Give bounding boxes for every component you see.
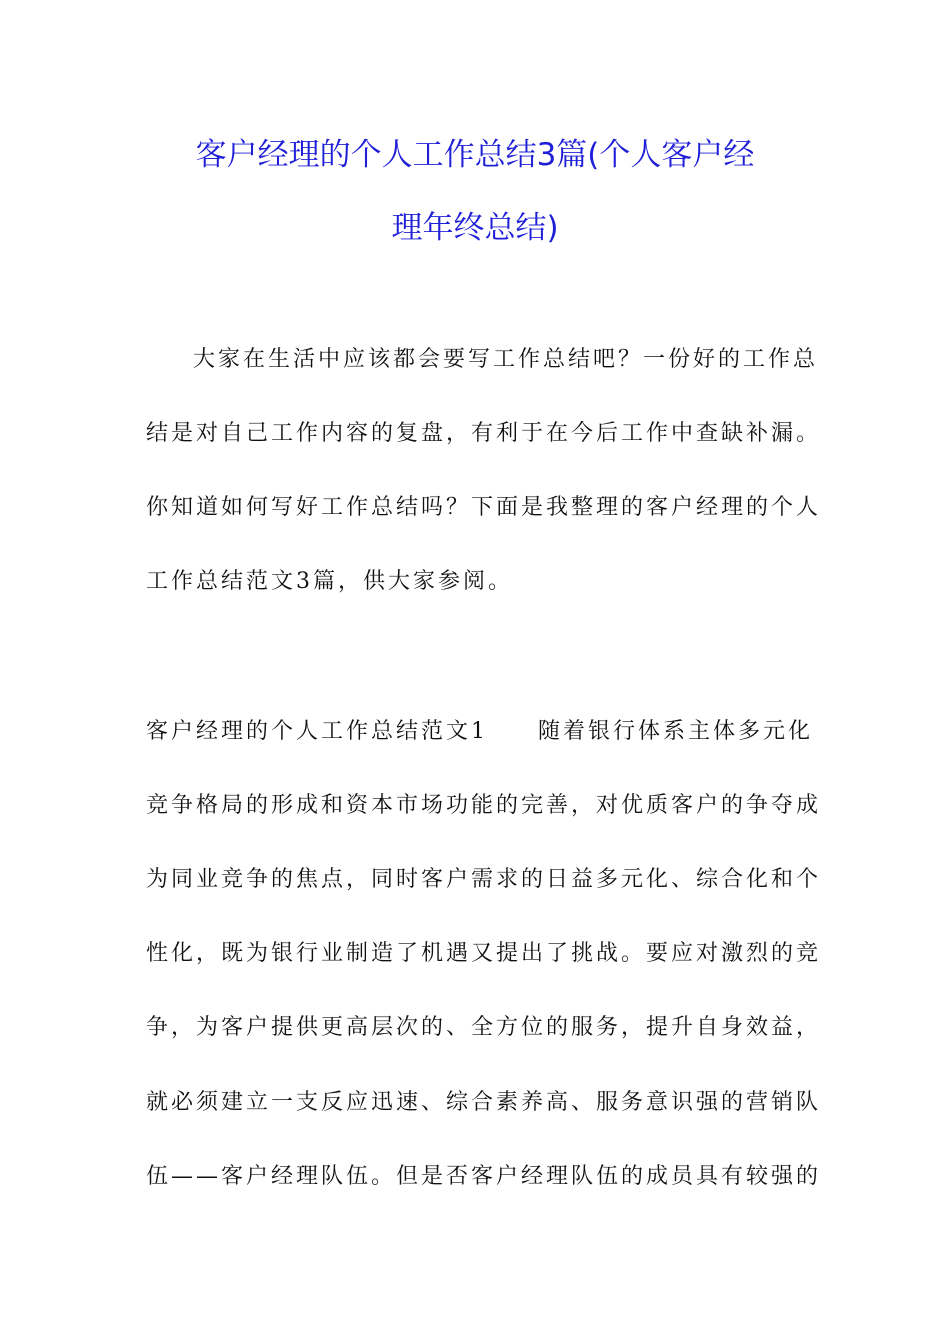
section1-line-1: 客户经理的个人工作总结范文1 随着银行体系主体多元化 <box>146 719 813 744</box>
section1-line-4: 性化，既为银行业制造了机遇又提出了挑战。要应对激烈的竞 <box>146 941 822 966</box>
section1-line-6: 就必须建立一支反应迅速、综合素养高、服务意识强的营销队 <box>146 1090 822 1115</box>
section1-line-2: 竞争格局的形成和资本市场功能的完善，对优质客户的争夺成 <box>146 793 822 818</box>
intro-line-1: 大家在生活中应该都会要写工作总结吧？一份好的工作总 <box>193 347 819 372</box>
section1-line-7: 伍——客户经理队伍。但是否客户经理队伍的成员具有较强的 <box>146 1164 822 1189</box>
intro-line-3: 你知道如何写好工作总结吗？下面是我整理的客户经理的个人 <box>146 495 822 520</box>
document-title-line-1: 客户经理的个人工作总结3篇(个人客户经 <box>195 137 755 173</box>
intro-line-2: 结是对自己工作内容的复盘，有利于在今后工作中查缺补漏。 <box>146 421 822 446</box>
intro-line-4: 工作总结范文3篇，供大家参阅。 <box>146 569 513 594</box>
section1-line-5: 争，为客户提供更高层次的、全方位的服务，提升自身效益， <box>146 1015 822 1040</box>
section1-line-3: 为同业竞争的焦点，同时客户需求的日益多元化、综合化和个 <box>146 867 822 892</box>
document-title-line-2: 理年终总结) <box>391 210 559 246</box>
